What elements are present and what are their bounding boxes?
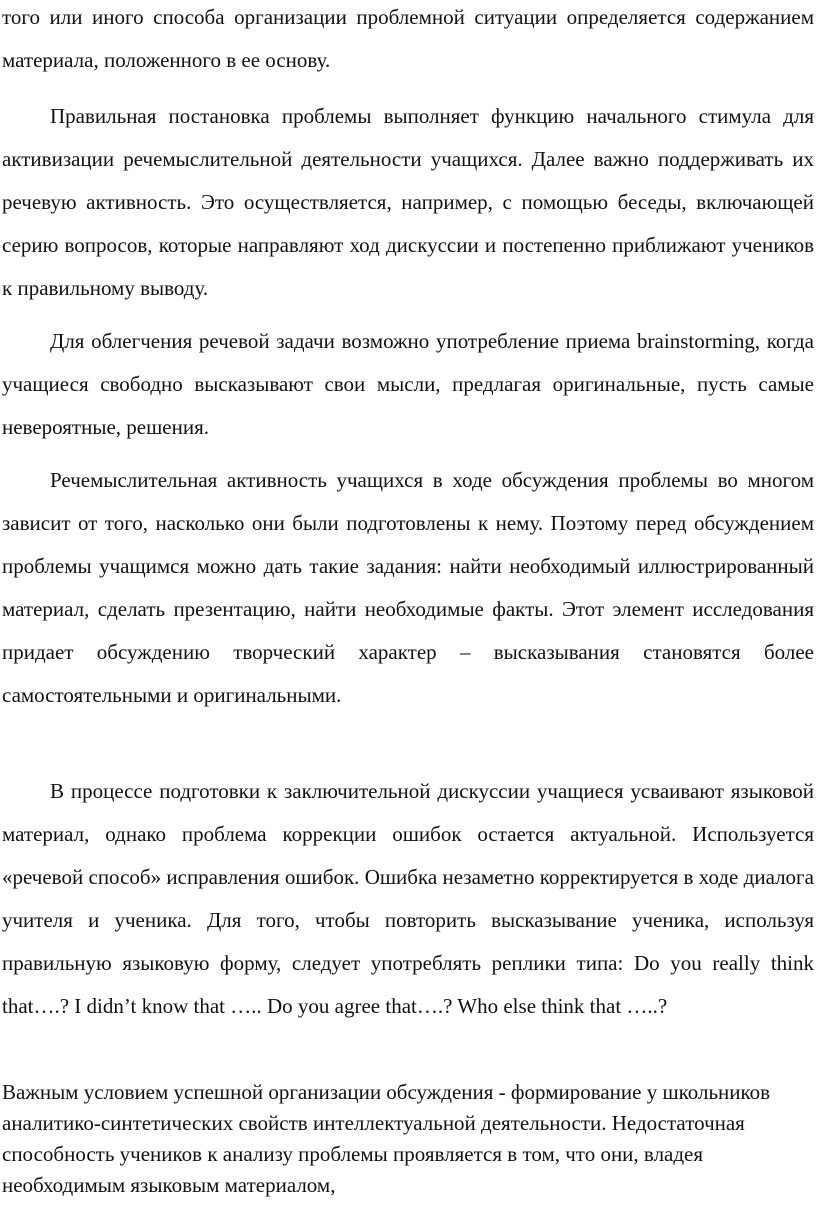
paragraph-3: Для облегчения речевой задачи возможно употребление приема brainstorming, когда учащиеся свободно высказывают свои мысли, предлагая оригинальные, пусть самые невероятные, решения. — [2, 329, 814, 439]
paragraph-4: Речемыслительная активность учащихся в ходе обсуждения проблемы во многом зависит от того, насколько они были подготовлены к нему. Поэтому перед обсуждением проблемы учащимся можно дать такие задания: найти необходимый иллюстрированный материал, сделать презентацию, найти необходимые факты. Этот элемент исследования придает обсуждению творческий характер – высказывания становятся более самостоятельными и оригинальными. — [2, 468, 814, 707]
paragraph-6: Важным условием успешной организации обсуждения - формирование у школьников аналитико-синтетических свойств интеллектуальной деятельности. Недостаточная способность учеников к анализу проблемы проявляется в том, что они, владея необходимым языковым материалом, — [2, 1080, 771, 1197]
paragraph-1: того или иного способа организации проблемной ситуации определяется содержанием материала, положенного в ее основу. — [2, 5, 814, 72]
paragraph-2: Правильная постановка проблемы выполняет функцию начального стимула для активизации речемыслительной деятельности учащихся. Далее важно поддерживать их речевую активность. Это осуществляется, например, с помощью беседы, включающей серию вопросов, которые направляют ход дискуссии и постепенно приближают учеников к правильному выводу. — [2, 104, 814, 300]
paragraph-5: В процессе подготовки к заключительной дискуссии учащиеся усваивают языковой материал, однако проблема коррекции ошибок остается актуальной. Используется «речевой способ» исправления ошибок. Ошибка незаметно корректируется в ходе диалога учителя и ученика. Для того, чтобы повторить высказывание ученика, используя правильную языковую форму, следует употреблять реплики типа: Do you really think that….? I didn’t know that ….. Do you agree that….? Who else think that …..? — [2, 779, 814, 1018]
